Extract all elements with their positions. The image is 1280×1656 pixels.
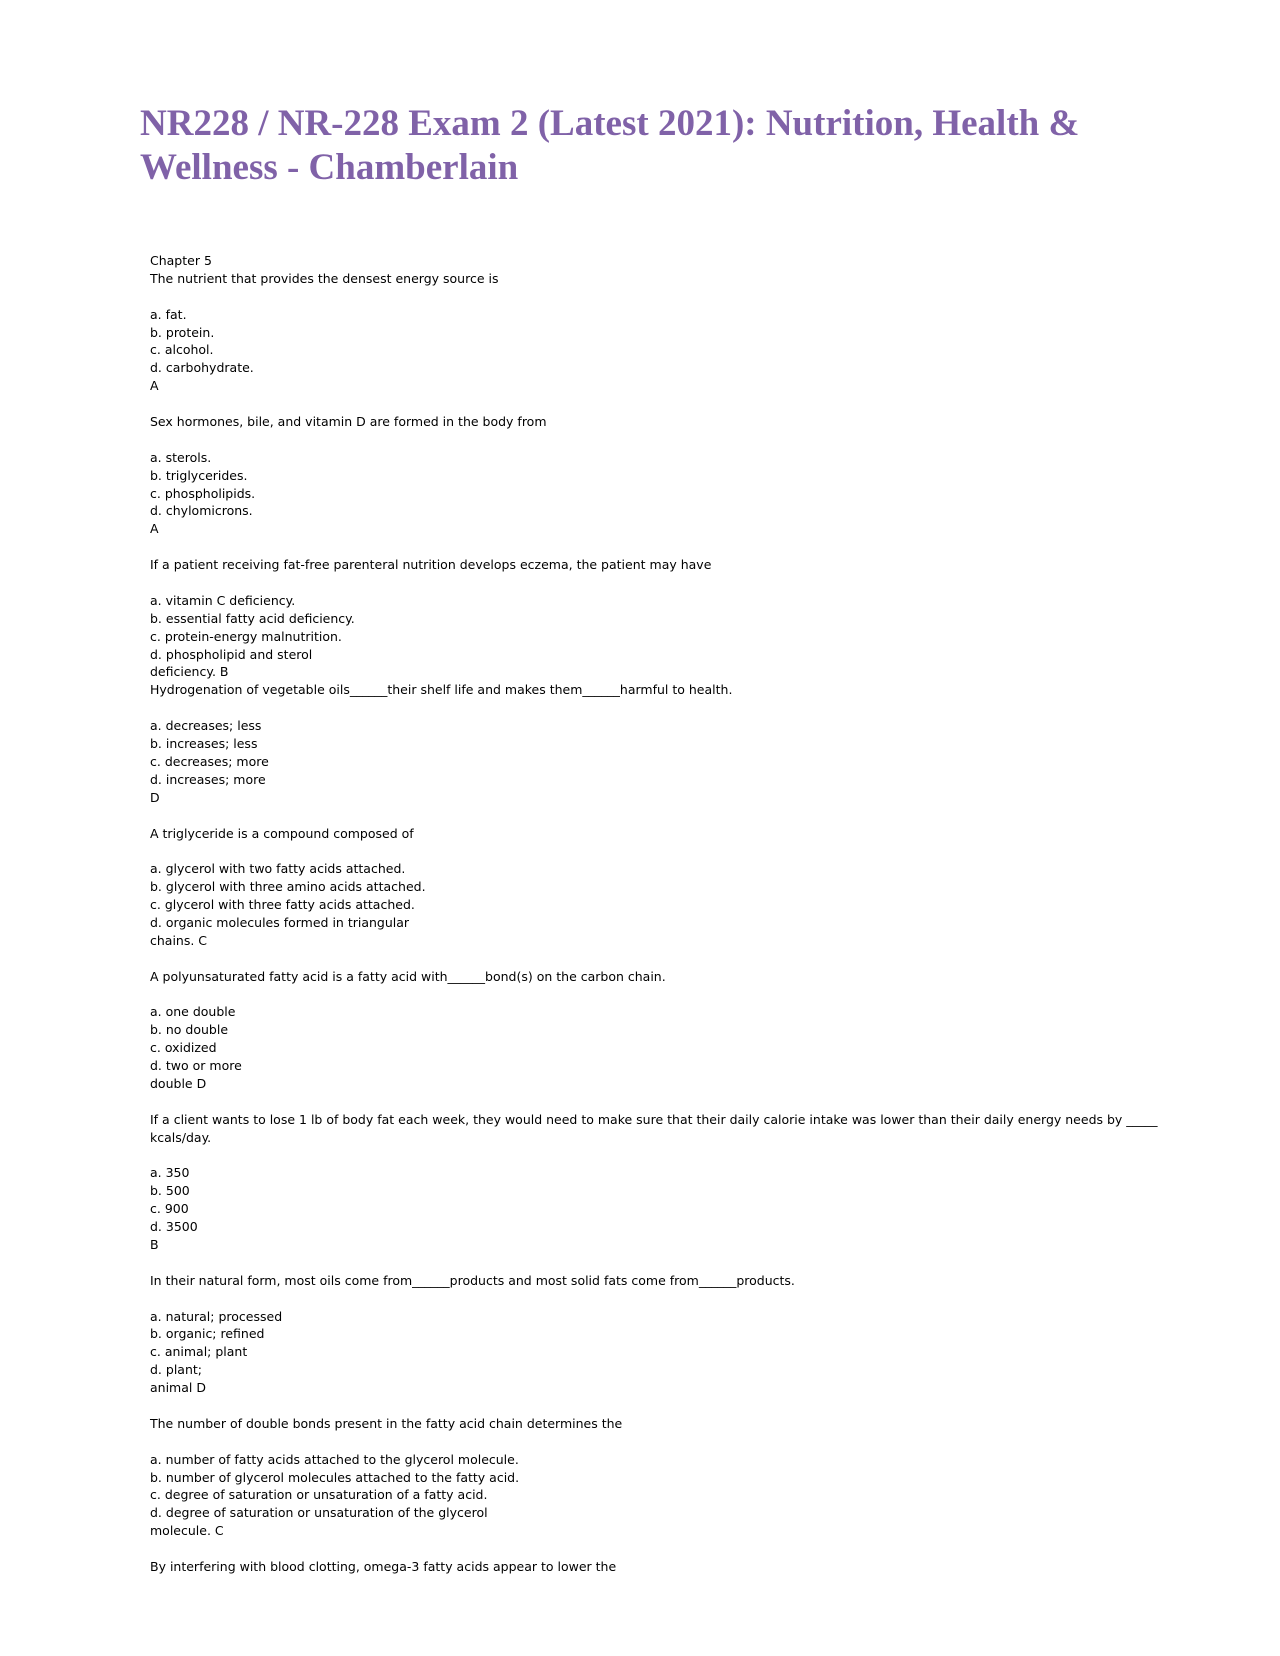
blank-line (150, 1540, 1110, 1558)
answer-option: b. triglycerides. (150, 467, 248, 483)
text-line: If a patient receiving fat-free parenteral nutrition develops eczema, the patient may have (150, 557, 712, 573)
answer-key: molecule. C (150, 1523, 224, 1539)
text-line: Hydrogenation of vegetable oils______their shelf life and makes them______harmful to health. (150, 682, 733, 698)
text-line: The number of double bonds present in the fatty acid chain determines the (150, 1415, 623, 1431)
blank-line (150, 842, 1110, 860)
answer-option: a. fat. (150, 306, 187, 322)
answer-option: c. phospholipids. (150, 485, 256, 501)
blank-line (150, 288, 1110, 306)
answer-option: b. essential fatty acid deficiency. (150, 610, 355, 626)
answer-option: d. 3500 (150, 1219, 198, 1235)
answer-option: d. plant; (150, 1362, 202, 1378)
text-line: kcals/day. (150, 1129, 212, 1145)
blank-line (150, 431, 1110, 449)
blank-line (150, 699, 1110, 717)
text-line: By interfering with blood clotting, omega-3 fatty acids appear to lower the (150, 1559, 617, 1575)
blank-line (150, 1433, 1110, 1451)
answer-option: a. sterols. (150, 449, 212, 465)
blank-line (150, 1290, 1110, 1308)
answer-option: c. oxidized (150, 1040, 217, 1056)
blank-line (150, 395, 1110, 413)
answer-option: d. chylomicrons. (150, 503, 253, 519)
answer-key: chains. C (150, 932, 208, 948)
answer-key: B (150, 1236, 159, 1252)
answer-option: b. 500 (150, 1183, 190, 1199)
answer-option: d. carbohydrate. (150, 360, 254, 376)
answer-option: c. degree of saturation or unsaturation of a fatty acid. (150, 1487, 488, 1503)
text-line: Sex hormones, bile, and vitamin D are formed in the body from (150, 414, 547, 430)
answer-option: a. glycerol with two fatty acids attached. (150, 861, 406, 877)
answer-key: D (150, 789, 160, 805)
text-line: A polyunsaturated fatty acid is a fatty acid with______bond(s) on the carbon chain. (150, 968, 666, 984)
document-title: NR228 / NR-228 Exam 2 (Latest 2021): Nutrition, Health & Wellness - Chamberlain (140, 103, 1080, 188)
answer-option: b. number of glycerol molecules attached to the fatty acid. (150, 1469, 520, 1485)
answer-option: c. 900 (150, 1201, 189, 1217)
blank-line (150, 574, 1110, 592)
answer-option: c. decreases; more (150, 753, 269, 769)
blank-line (150, 807, 1110, 825)
answer-key: animal D (150, 1380, 206, 1396)
answer-option: b. organic; refined (150, 1326, 265, 1342)
answer-option: c. alcohol. (150, 342, 214, 358)
answer-option: d. two or more (150, 1058, 242, 1074)
answer-option: d. organic molecules formed in triangular (150, 914, 410, 930)
answer-option: c. animal; plant (150, 1344, 248, 1360)
text-line: In their natural form, most oils come from______products and most solid fats come from______products. (150, 1272, 795, 1288)
answer-option: a. 350 (150, 1165, 190, 1181)
blank-line (150, 538, 1110, 556)
text-line: The nutrient that provides the densest energy source is (150, 270, 499, 286)
answer-key: A (150, 378, 159, 394)
blank-line (150, 950, 1110, 968)
text-line: A triglyceride is a compound composed of (150, 825, 414, 841)
answer-key: A (150, 521, 159, 537)
text-line: Chapter 5 (150, 253, 212, 268)
document-body (150, 252, 1158, 1576)
answer-key: double D (150, 1075, 207, 1091)
answer-option: a. one double (150, 1004, 236, 1020)
answer-option: b. glycerol with three amino acids attached. (150, 879, 426, 895)
answer-option: d. increases; more (150, 771, 266, 787)
answer-option: c. glycerol with three fatty acids attached. (150, 897, 415, 913)
answer-option: b. increases; less (150, 736, 258, 752)
answer-key: deficiency. B (150, 664, 229, 680)
blank-line (150, 986, 1110, 1004)
answer-option: b. protein. (150, 324, 215, 340)
answer-option: a. vitamin C deficiency. (150, 592, 296, 608)
answer-option: d. degree of saturation or unsaturation of the glycerol (150, 1505, 488, 1521)
blank-line (150, 1397, 1110, 1415)
answer-option: d. phospholipid and sterol (150, 646, 313, 662)
blank-line (150, 1254, 1110, 1272)
answer-option: b. no double (150, 1022, 229, 1038)
blank-line (150, 1093, 1110, 1111)
answer-option: a. number of fatty acids attached to the glycerol molecule. (150, 1451, 519, 1467)
answer-option: a. natural; processed (150, 1308, 283, 1324)
blank-line (150, 1147, 1110, 1165)
text-line: If a client wants to lose 1 lb of body fat each week, they would need to make sure that their daily calorie intake was lower than their daily energy needs by _____ (150, 1111, 1158, 1127)
answer-option: c. protein-energy malnutrition. (150, 628, 342, 644)
answer-option: a. decreases; less (150, 718, 262, 734)
